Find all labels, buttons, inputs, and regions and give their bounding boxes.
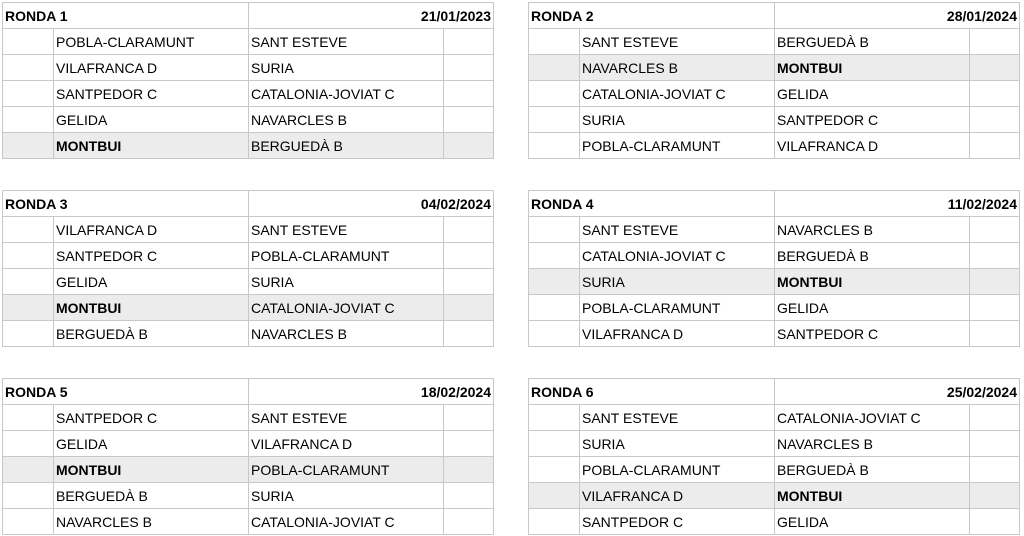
result-cell — [970, 509, 1020, 535]
result-cell — [970, 483, 1020, 509]
empty-cell — [3, 243, 54, 269]
round-table — [2, 190, 494, 347]
round-header — [529, 3, 1020, 29]
match-row — [3, 457, 494, 483]
empty-cell — [529, 269, 580, 295]
match-row — [3, 269, 494, 295]
home-team: POBLA-CLARAMUNT — [580, 133, 775, 159]
home-team: CATALONIA-JOVIAT C — [580, 81, 775, 107]
away-team: NAVARCLES B — [249, 107, 444, 133]
empty-cell — [529, 295, 580, 321]
away-team: GELIDA — [775, 295, 970, 321]
round-table — [2, 2, 494, 159]
match-row — [3, 509, 494, 535]
empty-cell — [3, 321, 54, 347]
home-team: MONTBUI — [54, 295, 249, 321]
result-cell — [970, 243, 1020, 269]
empty-cell — [3, 405, 54, 431]
empty-cell — [3, 107, 54, 133]
round-title: RONDA 4 — [529, 191, 775, 217]
result-cell — [444, 55, 494, 81]
home-team: GELIDA — [54, 107, 249, 133]
result-cell — [444, 107, 494, 133]
empty-cell — [529, 321, 580, 347]
away-team: SANT ESTEVE — [249, 29, 444, 55]
round-table — [528, 190, 1020, 347]
away-team: CATALONIA-JOVIAT C — [775, 405, 970, 431]
empty-cell — [529, 133, 580, 159]
match-row — [529, 321, 1020, 347]
match-row — [3, 295, 494, 321]
round-date: 04/02/2024 — [249, 191, 494, 217]
home-team: NAVARCLES B — [580, 55, 775, 81]
away-team: CATALONIA-JOVIAT C — [249, 295, 444, 321]
away-team: CATALONIA-JOVIAT C — [249, 509, 444, 535]
home-team: SURIA — [580, 107, 775, 133]
match-row — [3, 217, 494, 243]
result-cell — [444, 81, 494, 107]
round-title: RONDA 3 — [3, 191, 249, 217]
empty-cell — [3, 295, 54, 321]
home-team: MONTBUI — [54, 457, 249, 483]
home-team: SURIA — [580, 431, 775, 457]
empty-cell — [3, 269, 54, 295]
home-team: CATALONIA-JOVIAT C — [580, 243, 775, 269]
empty-cell — [529, 431, 580, 457]
home-team: BERGUEDÀ B — [54, 321, 249, 347]
home-team: SANTPEDOR C — [54, 81, 249, 107]
away-team: SURIA — [249, 55, 444, 81]
result-cell — [970, 405, 1020, 431]
result-cell — [970, 457, 1020, 483]
round-header — [529, 191, 1020, 217]
empty-cell — [529, 457, 580, 483]
match-row — [3, 405, 494, 431]
home-team: POBLA-CLARAMUNT — [580, 457, 775, 483]
result-cell — [444, 269, 494, 295]
result-cell — [970, 29, 1020, 55]
round-date: 18/02/2024 — [249, 379, 494, 405]
round-date: 25/02/2024 — [775, 379, 1020, 405]
match-row — [529, 269, 1020, 295]
match-row — [3, 321, 494, 347]
match-row — [3, 133, 494, 159]
home-team: SANTPEDOR C — [580, 509, 775, 535]
home-team: VILAFRANCA D — [580, 483, 775, 509]
result-cell — [444, 321, 494, 347]
round-title: RONDA 1 — [3, 3, 249, 29]
empty-cell — [3, 217, 54, 243]
away-team: SANT ESTEVE — [249, 405, 444, 431]
match-row — [529, 133, 1020, 159]
match-row — [529, 107, 1020, 133]
result-cell — [970, 81, 1020, 107]
match-row — [529, 483, 1020, 509]
result-cell — [970, 107, 1020, 133]
match-row — [529, 81, 1020, 107]
round-header — [3, 379, 494, 405]
empty-cell — [529, 81, 580, 107]
empty-cell — [3, 431, 54, 457]
away-team: NAVARCLES B — [775, 431, 970, 457]
empty-cell — [529, 405, 580, 431]
match-row — [529, 295, 1020, 321]
away-team: MONTBUI — [775, 483, 970, 509]
away-team: BERGUEDÀ B — [775, 457, 970, 483]
result-cell — [970, 295, 1020, 321]
empty-cell — [3, 55, 54, 81]
result-cell — [444, 431, 494, 457]
empty-cell — [529, 29, 580, 55]
result-cell — [444, 217, 494, 243]
home-team: SANT ESTEVE — [580, 29, 775, 55]
home-team: GELIDA — [54, 431, 249, 457]
match-row — [529, 55, 1020, 81]
round-title: RONDA 6 — [529, 379, 775, 405]
home-team: VILAFRANCA D — [54, 55, 249, 81]
round-table — [528, 378, 1020, 535]
away-team: BERGUEDÀ B — [775, 243, 970, 269]
home-team: SANTPEDOR C — [54, 405, 249, 431]
home-team: SANTPEDOR C — [54, 243, 249, 269]
match-row — [3, 55, 494, 81]
home-team: SANT ESTEVE — [580, 217, 775, 243]
empty-cell — [529, 243, 580, 269]
away-team: SANT ESTEVE — [249, 217, 444, 243]
empty-cell — [529, 217, 580, 243]
away-team: VILAFRANCA D — [249, 431, 444, 457]
empty-cell — [529, 55, 580, 81]
away-team: POBLA-CLARAMUNT — [249, 243, 444, 269]
away-team: SURIA — [249, 269, 444, 295]
away-team: MONTBUI — [775, 55, 970, 81]
match-row — [529, 405, 1020, 431]
home-team: MONTBUI — [54, 133, 249, 159]
result-cell — [970, 55, 1020, 81]
empty-cell — [529, 483, 580, 509]
empty-cell — [3, 81, 54, 107]
match-row — [3, 243, 494, 269]
match-row — [529, 431, 1020, 457]
result-cell — [444, 29, 494, 55]
away-team: MONTBUI — [775, 269, 970, 295]
empty-cell — [529, 107, 580, 133]
home-team: GELIDA — [54, 269, 249, 295]
home-team: VILAFRANCA D — [580, 321, 775, 347]
result-cell — [970, 321, 1020, 347]
home-team: NAVARCLES B — [54, 509, 249, 535]
empty-cell — [3, 509, 54, 535]
round-header — [3, 3, 494, 29]
result-cell — [444, 295, 494, 321]
match-row — [529, 217, 1020, 243]
round-date: 28/01/2024 — [775, 3, 1020, 29]
away-team: GELIDA — [775, 509, 970, 535]
home-team: SANT ESTEVE — [580, 405, 775, 431]
away-team: SURIA — [249, 483, 444, 509]
away-team: VILAFRANCA D — [775, 133, 970, 159]
home-team: SURIA — [580, 269, 775, 295]
round-title: RONDA 5 — [3, 379, 249, 405]
away-team: POBLA-CLARAMUNT — [249, 457, 444, 483]
away-team: CATALONIA-JOVIAT C — [249, 81, 444, 107]
match-row — [3, 107, 494, 133]
round-date: 21/01/2023 — [249, 3, 494, 29]
result-cell — [444, 405, 494, 431]
away-team: SANTPEDOR C — [775, 321, 970, 347]
match-row — [529, 243, 1020, 269]
round-table — [528, 2, 1020, 159]
result-cell — [444, 133, 494, 159]
empty-cell — [3, 133, 54, 159]
match-row — [3, 431, 494, 457]
result-cell — [444, 483, 494, 509]
match-row — [529, 457, 1020, 483]
away-team: BERGUEDÀ B — [249, 133, 444, 159]
match-row — [3, 483, 494, 509]
away-team: BERGUEDÀ B — [775, 29, 970, 55]
away-team: NAVARCLES B — [249, 321, 444, 347]
match-row — [3, 81, 494, 107]
result-cell — [444, 243, 494, 269]
round-title: RONDA 2 — [529, 3, 775, 29]
empty-cell — [3, 483, 54, 509]
home-team: BERGUEDÀ B — [54, 483, 249, 509]
empty-cell — [529, 509, 580, 535]
round-header — [3, 191, 494, 217]
result-cell — [970, 431, 1020, 457]
empty-cell — [3, 29, 54, 55]
home-team: POBLA-CLARAMUNT — [580, 295, 775, 321]
result-cell — [444, 509, 494, 535]
result-cell — [970, 133, 1020, 159]
home-team: POBLA-CLARAMUNT — [54, 29, 249, 55]
match-row — [529, 29, 1020, 55]
match-row — [3, 29, 494, 55]
home-team: VILAFRANCA D — [54, 217, 249, 243]
round-header — [529, 379, 1020, 405]
empty-cell — [3, 457, 54, 483]
away-team: NAVARCLES B — [775, 217, 970, 243]
match-row — [529, 509, 1020, 535]
result-cell — [444, 457, 494, 483]
result-cell — [970, 269, 1020, 295]
round-date: 11/02/2024 — [775, 191, 1020, 217]
away-team: SANTPEDOR C — [775, 107, 970, 133]
round-table — [2, 378, 494, 535]
away-team: GELIDA — [775, 81, 970, 107]
result-cell — [970, 217, 1020, 243]
